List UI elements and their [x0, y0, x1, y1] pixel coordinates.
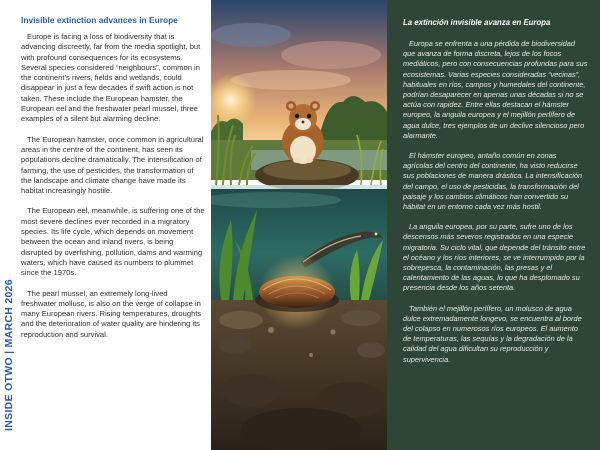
english-paragraph-2: The European hamster, once common in agricultural areas in the centre of the continent, has seen its populations decline dramatically. The intensification of farming, the use of pesticides, the transformation of the landscape and climate change have made its habitat increasingly hostile. [21, 134, 204, 196]
spanish-paragraph-3: La anguila europea, por su parte, sufre uno de los descensos más severos registrados en una especie migratoria. Su ciclo vital, que depende del tránsito entre el océano y los ríos interiores, se ve interrumpido por la sobrepesca, la contaminación, las presas y el calentamiento de las aguas, lo que ha desplomado su presencia desde los años setenta. [403, 222, 586, 293]
wildlife-illustration [211, 0, 387, 450]
issue-side-label [2, 270, 16, 440]
spanish-panel [387, 0, 600, 450]
english-paragraph-4: The pearl mussel, an extremely long-lived freshwater mollusc, is also on the verge of collapse in many European rivers. Rising temperatures, droughts and the deterioration of water quality are hindering its reproduction and survival. [21, 288, 202, 339]
issue-label-text: INSIDE OTWO | MARCH 2026 [3, 279, 16, 431]
spanish-paragraph-2: El hámster europeo, antaño común en zonas agrícolas del centro del continente, ha visto reducirse sus poblaciones de manera drástica. La intensificación del campo, el uso de pesticidas, la transformación del paisaje y los cambios climáticos han convertido su hábitat en un entorno cada vez más hostil. [403, 151, 583, 212]
english-paragraph-1: Europe is facing a loss of biodiversity that is advancing discreetly, far from the media spotlight, but with profound consequences for its ecosystems. Several species considered “neighbours”, common in the continent’s rivers, fields and wetlands, could disappear in just a few decades if swift action is not taken. These include the European hamster, the European eel and the freshwater pearl mussel, three examples of a silent but alarming decline. [21, 32, 201, 124]
habitat-scene-image [211, 0, 387, 450]
spanish-title: La extinción invisible avanza en Europa [403, 18, 551, 27]
english-paragraph-3: The European eel, meanwhile, is suffering one of the most severe declines ever recorded in a migratory species. Its life cycle, which depends on movement between the ocean and inland rivers, is being disrupted by overfishing, pollution, dams and warming waters, which have caused its numbers to plummet since the 1970s. [21, 206, 205, 278]
spanish-paragraph-1: Europa se enfrenta a una pérdida de biodiversidad que avanza de forma discreta, lejos de los focos mediáticos, pero con consecuencias profundas para sus ecosistemas. Varias especies consideradas “vecinas”, habituales en ríos, campos y humedales del continente, podrían desaparecer en apenas unas décadas si no se actúa con rapidez. Entre ellas destacan el hámster europeo, la anguila europea y el mejillón perlífero de agua dulce, tres ejemplos de un declive silencioso pero alarmante. [403, 39, 588, 140]
pearl-mussel-figure [259, 276, 335, 308]
english-article [21, 15, 205, 435]
spanish-body [403, 39, 588, 375]
english-title: Invisible extinction advances in Europe [21, 15, 178, 25]
spanish-paragraph-4: También el mejillón perlífero, un molusco de agua dulce extremadamente longevo, se encuentra al borde del colapso en numerosos ríos europeos. El aumento de temperaturas, las sequías y la degradación de la calidad del agua dificultan su reproducción y supervivencia. [403, 303, 582, 364]
